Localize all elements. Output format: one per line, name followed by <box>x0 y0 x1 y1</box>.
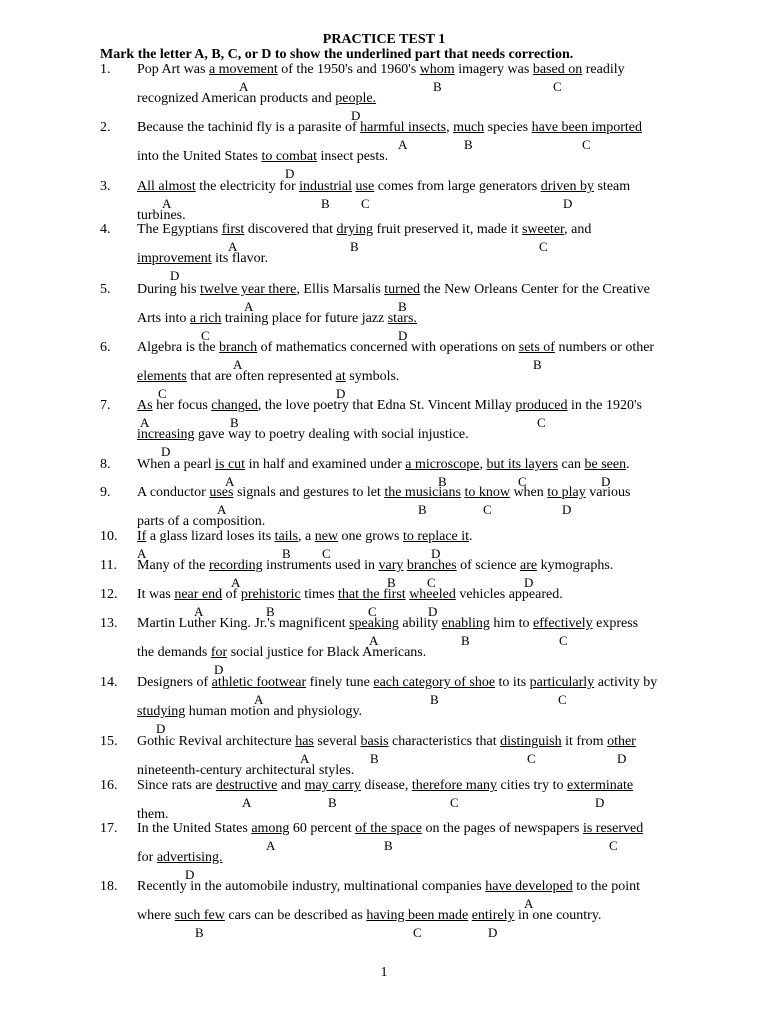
question-line: elements that are often represented at symbols. <box>137 369 400 384</box>
option-letter-b: B <box>282 546 291 561</box>
underlined-option: increasing <box>137 427 195 442</box>
underlined-option: vary <box>378 558 404 573</box>
option-letter-a: A <box>228 239 238 254</box>
underlined-option: branch <box>219 340 258 355</box>
option-letter-b: B <box>418 502 427 517</box>
underlined-option: distinguish <box>500 734 562 749</box>
underlined-option: among <box>251 821 290 836</box>
option-letter-a: A <box>194 604 204 619</box>
underlined-option: produced <box>515 398 568 413</box>
underlined-option: All almost <box>137 179 196 194</box>
option-letter-d: D <box>562 502 572 517</box>
underlined-option: use <box>355 179 375 194</box>
option-letter-b: B <box>321 196 330 211</box>
question-number: 5. <box>100 282 111 297</box>
underlined-option: drying <box>336 222 374 237</box>
question-line: nineteenth-century architectural styles. <box>137 763 355 778</box>
option-letter-b: B <box>350 239 359 254</box>
underlined-option: a microscope <box>405 457 480 472</box>
question-line: turbines. <box>137 208 186 223</box>
underlined-option: driven by <box>540 179 594 194</box>
underlined-option: new <box>314 529 339 544</box>
option-letter-c: C <box>553 79 562 94</box>
option-letter-d: D <box>351 108 361 123</box>
option-letter-c: C <box>361 196 370 211</box>
question-line: In the United States among 60 percent of the space on the pages of newspapers is reserved <box>137 821 644 836</box>
option-letter-d: D <box>524 575 534 590</box>
underlined-option: that the first <box>338 587 406 602</box>
underlined-option: but its layers <box>486 457 559 472</box>
question-line: Many of the recording instruments used in vary branches of science are kymographs. <box>137 558 614 573</box>
question-line: The Egyptians first discovered that drying fruit preserved it, made it sweeter, and <box>137 222 592 237</box>
option-letter-c: C <box>609 838 618 853</box>
option-letter-b: B <box>398 299 407 314</box>
underlined-option: branches <box>406 558 457 573</box>
question-line: Algebra is the branch of mathematics concerned with operations on sets of numbers or other <box>137 340 655 355</box>
underlined-option: advertising. <box>156 850 223 865</box>
page-title: PRACTICE TEST 1 <box>322 32 446 47</box>
option-letter-d: D <box>617 751 627 766</box>
question-line: increasing gave way to poetry dealing with social injustice. <box>137 427 469 442</box>
question-number: 14. <box>100 675 118 690</box>
option-letter-c: C <box>518 474 527 489</box>
option-letter-b: B <box>387 575 396 590</box>
underlined-option: to know <box>464 485 510 500</box>
option-letter-b: B <box>433 79 442 94</box>
underlined-option: harmful insects <box>360 120 447 135</box>
option-letter-b: B <box>438 474 447 489</box>
question-number: 16. <box>100 778 118 793</box>
underlined-option: a rich <box>189 311 222 326</box>
underlined-option: athletic footwear <box>211 675 307 690</box>
underlined-option: turned <box>384 282 421 297</box>
question-line: Because the tachinid fly is a parasite of harmful insects, much species have been imported <box>137 120 643 135</box>
underlined-option: each category of shoe <box>373 675 496 690</box>
option-letter-d: D <box>214 662 224 677</box>
underlined-option: If <box>137 529 147 544</box>
question-line: where such few cars can be described as having been made entirely in one country. <box>137 908 602 923</box>
underlined-option: is reserved <box>582 821 644 836</box>
question-line: Recently in the automobile industry, multinational companies have developed to the point <box>137 879 640 894</box>
underlined-option: uses <box>209 485 234 500</box>
underlined-option: exterminate <box>566 778 634 793</box>
instructions <box>100 47 573 63</box>
underlined-option: for <box>210 645 228 660</box>
underlined-option: has <box>295 734 314 749</box>
question-number: 3. <box>100 179 111 194</box>
underlined-option: are <box>520 558 538 573</box>
underlined-option: industrial <box>299 179 353 194</box>
option-letter-c: C <box>322 546 331 561</box>
underlined-option: at <box>335 369 346 384</box>
question-number: 4. <box>100 222 111 237</box>
option-letter-d: D <box>488 925 498 940</box>
question-number: 13. <box>100 616 118 631</box>
question-line: into the United States to combat insect pests. <box>137 149 389 164</box>
option-letter-a: A <box>239 79 249 94</box>
option-letter-a: A <box>266 838 276 853</box>
option-letter-c: C <box>537 415 546 430</box>
underlined-option: changed <box>211 398 258 413</box>
question-line: them. <box>137 807 169 822</box>
option-letter-d: D <box>170 268 180 283</box>
option-letter-b: B <box>533 357 542 372</box>
option-letter-c: C <box>201 328 210 343</box>
underlined-option: recording <box>208 558 263 573</box>
option-letter-a: A <box>137 546 147 561</box>
underlined-option: speaking <box>349 616 399 631</box>
underlined-option: may carry <box>304 778 361 793</box>
underlined-option: other <box>607 734 636 749</box>
underlined-option: basis <box>360 734 389 749</box>
option-letter-c: C <box>158 386 167 401</box>
underlined-option: have been imported <box>531 120 643 135</box>
question-line: Gothic Revival architecture has several basis characteristics that distinguish it from other <box>137 734 636 749</box>
question-line: All almost the electricity for industrial use comes from large generators driven by steam <box>137 179 631 194</box>
option-letter-d: D <box>428 604 438 619</box>
underlined-option: whom <box>419 62 455 77</box>
option-letter-d: D <box>185 867 195 882</box>
option-letter-b: B <box>430 692 439 707</box>
option-letter-d: D <box>431 546 441 561</box>
underlined-option: such few <box>174 908 225 923</box>
underlined-option: studying <box>137 704 186 719</box>
option-letter-d: D <box>156 721 166 736</box>
option-letter-a: A <box>524 896 534 911</box>
option-letter-a: A <box>398 137 408 152</box>
underlined-option: improvement <box>137 251 212 266</box>
underlined-option: therefore many <box>411 778 497 793</box>
option-letter-a: A <box>162 196 172 211</box>
instruction-text: Mark the letter A, B, C, or D to show the underlined part that needs correction. <box>100 47 574 62</box>
option-letter-d: D <box>595 795 605 810</box>
underlined-option: having been made <box>366 908 469 923</box>
question-number: 8. <box>100 457 111 472</box>
question-number: 11. <box>100 558 117 573</box>
question-line: Designers of athletic footwear finely tune each category of shoe to its particularly activity by <box>137 675 658 690</box>
option-letter-b: B <box>266 604 275 619</box>
option-letter-b: B <box>328 795 337 810</box>
option-letter-c: C <box>582 137 591 152</box>
option-letter-a: A <box>233 357 243 372</box>
option-letter-d: D <box>285 166 295 181</box>
question-line: It was near end of prehistoric times that the first wheeled vehicles appeared. <box>137 587 563 602</box>
option-letter-b: B <box>461 633 470 648</box>
option-letter-c: C <box>483 502 492 517</box>
underlined-option: stars. <box>387 311 417 326</box>
option-letter-a: A <box>369 633 379 648</box>
question-line: Martin Luther King. Jr.'s magnificent speaking ability enabling him to effectively express <box>137 616 639 631</box>
option-letter-a: A <box>244 299 254 314</box>
option-letter-c: C <box>559 633 568 648</box>
underlined-option: destructive <box>215 778 278 793</box>
underlined-option: effectively <box>533 616 593 631</box>
underlined-option: to replace it <box>402 529 470 544</box>
underlined-option: based on <box>532 62 583 77</box>
question-number: 6. <box>100 340 111 355</box>
underlined-option: to combat <box>261 149 318 164</box>
question-number: 15. <box>100 734 118 749</box>
underlined-option: wheeled <box>409 587 456 602</box>
underlined-option: first <box>221 222 245 237</box>
option-letter-d: D <box>563 196 573 211</box>
option-letter-c: C <box>527 751 536 766</box>
option-letter-d: D <box>161 444 171 459</box>
underlined-option: entirely <box>471 908 515 923</box>
question-line: When a pearl is cut in half and examined under a microscope, but its layers can be seen. <box>137 457 630 472</box>
option-letter-a: A <box>242 795 252 810</box>
question-number: 18. <box>100 879 118 894</box>
option-letter-d: D <box>601 474 611 489</box>
question-line: improvement its flavor. <box>137 251 269 266</box>
option-letter-c: C <box>413 925 422 940</box>
option-letter-b: B <box>384 838 393 853</box>
underlined-option: be seen <box>584 457 627 472</box>
question-number: 10. <box>100 529 118 544</box>
page-number: 1 <box>380 965 388 980</box>
option-letter-b: B <box>370 751 379 766</box>
question-number: 7. <box>100 398 111 413</box>
option-letter-b: B <box>230 415 239 430</box>
option-letter-c: C <box>427 575 436 590</box>
underlined-option: is cut <box>215 457 246 472</box>
question-line: Pop Art was a movement of the 1950's and 1960's whom imagery was based on readily <box>137 62 625 77</box>
question-line: If a glass lizard loses its tails, a new one grows to replace it. <box>137 529 473 544</box>
question-number: 1. <box>100 62 111 77</box>
underlined-option: sets of <box>518 340 555 355</box>
question-line: As her focus changed, the love poetry that Edna St. Vincent Millay produced in the 1920's <box>137 398 642 413</box>
underlined-option: elements <box>137 369 187 384</box>
question-line: During his twelve year there, Ellis Marsalis turned the New Orleans Center for the Creative <box>137 282 650 297</box>
option-letter-a: A <box>231 575 241 590</box>
underlined-option: a movement <box>208 62 278 77</box>
question-line: recognized American products and people. <box>137 91 377 106</box>
option-letter-a: A <box>140 415 150 430</box>
underlined-option: twelve year there <box>200 282 297 297</box>
option-letter-a: A <box>254 692 264 707</box>
option-letter-c: C <box>450 795 459 810</box>
question-number: 17. <box>100 821 118 836</box>
option-letter-a: A <box>217 502 227 517</box>
underlined-option: of the space <box>355 821 422 836</box>
option-letter-d: D <box>398 328 408 343</box>
option-letter-b: B <box>195 925 204 940</box>
question-line: studying human motion and physiology. <box>137 704 363 719</box>
option-letter-a: A <box>300 751 310 766</box>
option-letter-c: C <box>558 692 567 707</box>
question-number: 12. <box>100 587 118 602</box>
underlined-option: prehistoric <box>240 587 301 602</box>
underlined-option: tails <box>274 529 298 544</box>
underlined-option: have developed <box>485 879 573 894</box>
underlined-option: much <box>453 120 485 135</box>
underlined-option: As <box>137 398 153 413</box>
option-letter-b: B <box>464 137 473 152</box>
underlined-option: people. <box>335 91 377 106</box>
question-number: 2. <box>100 120 111 135</box>
option-letter-a: A <box>225 474 235 489</box>
question-line: the demands for social justice for Black Americans. <box>137 645 427 660</box>
underlined-option: near end <box>174 587 223 602</box>
question-line: parts of a composition. <box>137 514 266 529</box>
underlined-option: the musicians <box>384 485 461 500</box>
underlined-option: particularly <box>529 675 595 690</box>
question-line: A conductor uses signals and gestures to let the musicians to know when to play various <box>137 485 631 500</box>
underlined-option: to play <box>547 485 586 500</box>
question-line: Arts into a rich training place for future jazz stars. <box>137 311 417 326</box>
underlined-option: enabling <box>441 616 490 631</box>
option-letter-d: D <box>336 386 346 401</box>
question-number: 9. <box>100 485 111 500</box>
underlined-option: sweeter <box>521 222 565 237</box>
question-line: for advertising. <box>137 850 223 865</box>
question-line: Since rats are destructive and may carry disease, therefore many cities try to exterminate <box>137 778 634 793</box>
option-letter-c: C <box>539 239 548 254</box>
option-letter-c: C <box>368 604 377 619</box>
